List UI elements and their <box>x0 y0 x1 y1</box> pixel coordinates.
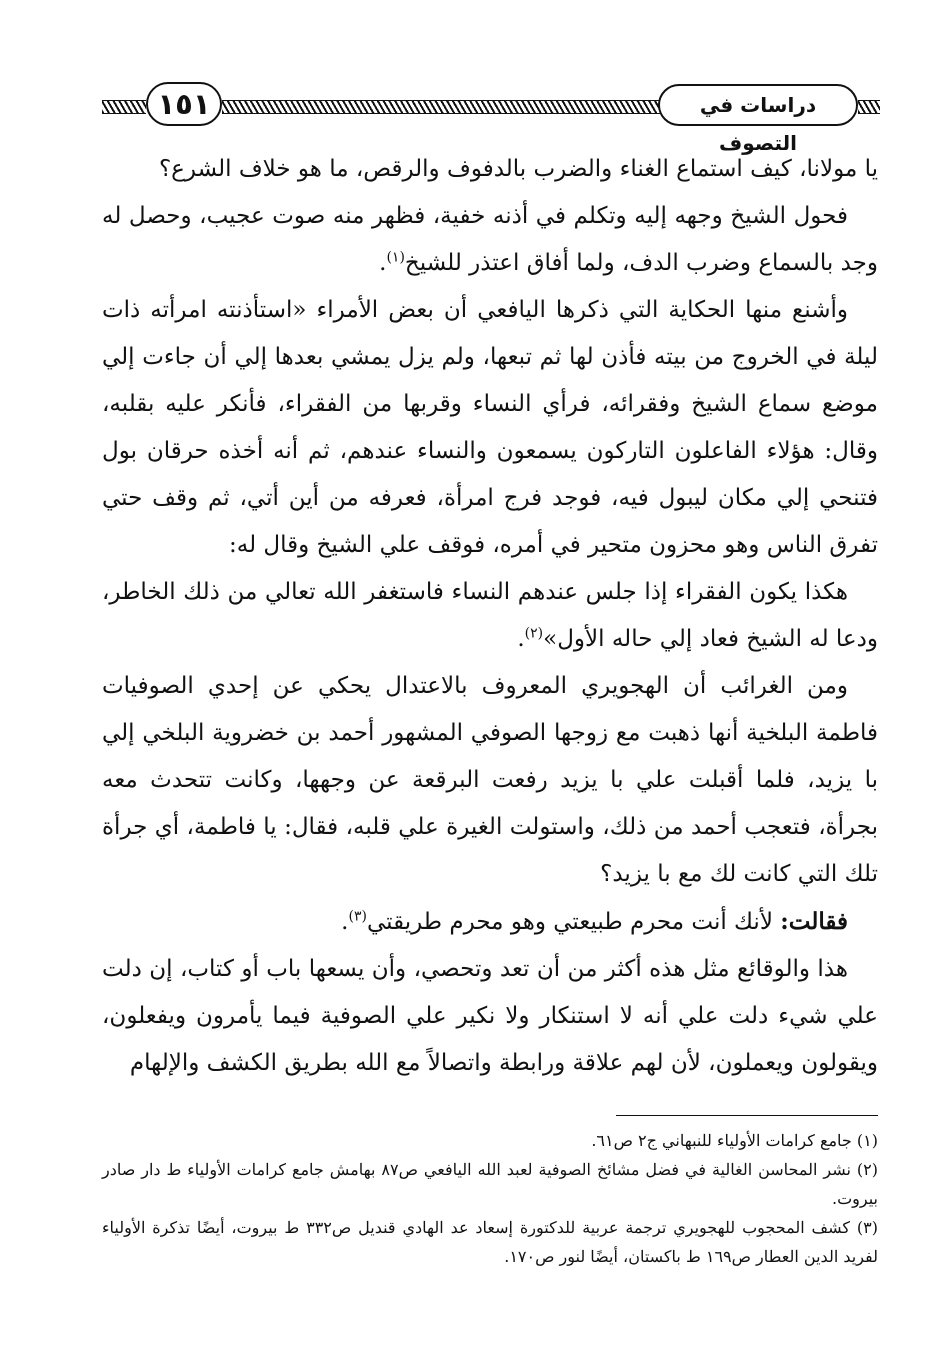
running-header <box>102 78 880 155</box>
page-number: ١٥١ <box>146 82 222 126</box>
paragraph-1: يا مولانا، كيف استماع الغناء والضرب بالدفوف والرقص، ما هو خلاف الشرع؟ <box>158 156 878 182</box>
paragraph-7: هذا والوقائع مثل هذه أكثر من أن تعد وتحصي، وأن يسعها باب أو كتاب، إن دلت علي شيء دلت علي أنه لا استنكار ولا نكير علي الصوفية فيما يأمرون ويفعلون، ويقولون ويعملون، لأن لهم علاقة ورابطة واتصالاً مع الله بطريق الكشف والإلهام <box>102 956 878 1076</box>
footnote-ref-2[interactable]: (٢) <box>524 625 544 642</box>
footnotes <box>102 1126 878 1271</box>
footnote-ref-1[interactable]: (١) <box>386 249 405 266</box>
header-ornament-right <box>858 100 880 114</box>
paragraph-6: فقالت: لأنك أنت محرم طبيعتي وهو محرم طريقتي$^{(٣)}$. <box>341 908 848 935</box>
paragraph-2: فحول الشيخ وجهه إليه وتكلم في أذنه خفية، فظهر منه صوت عجيب، وحصل له وجد بالسماع وضرب الدف، ولما أفاق اعتذر للشيخ$^{(١)}$. <box>102 203 878 276</box>
footnote-ref-3[interactable]: (٣) <box>348 908 367 925</box>
paragraph-5: ومن الغرائب أن الهجويري المعروف بالاعتدال يحكي عن إحدي الصوفيات فاطمة البلخية أنها ذهبت مع زوجها الصوفي المشهور أحمد بن خضروية البلخي إلي با يزيد، فلما أقبلت علي با يزيد رفعت البرقعة عن وجهها، وكانت تتحدث معه بجرأة، فتعجب أحمد من ذلك، واستولت الغيرة علي قلبه، فقال: يا فاطمة، أي جرأة تلك التي كانت لك مع با يزيد؟ <box>102 673 878 887</box>
paragraph-3: وأشنع منها الحكاية التي ذكرها اليافعي أن بعض الأمراء «استأذنته امرأته ذات ليلة في الخروج من بيته فأذن لها ثم تبعها، ولم يزل يمشي بعدها إلي أن جاءت إلي موضع سماع الشيخ وفقرائه، فرأي النساء وقربها من الفقراء، فأنكر عليه بقلبه، وقال: هؤلاء الفاعلون التاركون يسمعون والنساء عندهم، ثم أنه أخذه حرقان بول فتنحي إلي مكان ليبول فيه، فوجد فرج امرأة، فعرفه من أين أتي، ثم وقف حتي تفرق الناس وهو محزون متحير في أمره، فوقف علي الشيخ وقال له: <box>102 297 878 558</box>
header-ornament-left <box>102 100 146 114</box>
paragraph-6-lead: فقالت: <box>780 908 848 935</box>
footnote-separator <box>616 1115 878 1116</box>
paragraph-4: هكذا يكون الفقراء إذا جلس عندهم النساء فاستغفر الله تعالي من ذلك الخاطر، ودعا له الشيخ فعاد إلي حاله الأول»$^{(٢)}$. <box>102 579 878 652</box>
footnote-1: (١) جامع كرامات الأولياء للنبهاني ج٢ ص٦١. <box>591 1131 878 1150</box>
running-title: دراسات في التصوف <box>658 84 858 126</box>
main-text <box>102 146 878 1087</box>
footnote-2: (٢) نشر المحاسن الغالية في فضل مشائخ الصوفية لعبد الله اليافعي ص٨٧ بهامش جامع كرامات الأولياء ط دار صادر بيروت. <box>102 1160 878 1208</box>
footnote-3: (٣) كشف المحجوب للهجويري ترجمة عربية للدكتورة إسعاد عد الهادي قنديل ص٣٣٢ ط بيروت، أيضًا تذكرة الأولياء لفريد الدين العطار ص١٦٩ ط باكستان، أيضًا لنور ص١٧٠. <box>102 1218 878 1266</box>
